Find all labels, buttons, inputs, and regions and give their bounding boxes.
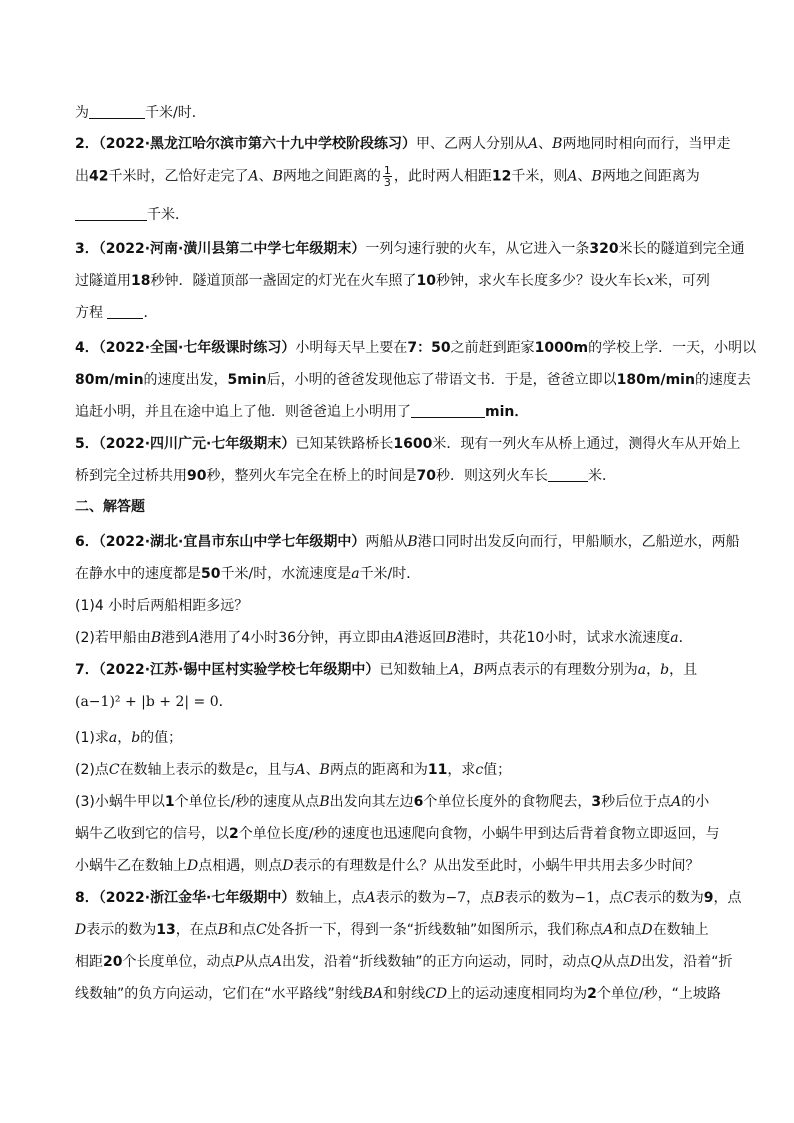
question-7-part-1: (1)求a，b的值；: [75, 730, 183, 746]
question-5-line-1: 5．（2022·四川广元·七年级期末）已知某铁路桥长1600米．现有一列火车从桥上通过，测得火车从开始上: [75, 436, 741, 452]
answer-blank[interactable]: [411, 403, 485, 418]
question-2-line-3: 千米．: [75, 204, 725, 226]
question-4-line-2: 80m/min的速度出发，5min后，小明的爸爸发现他忘了带语文书．于是，爸爸立即以180m/min的速度去: [75, 372, 751, 388]
question-6-line-2: 在静水中的速度都是50千米/时，水流速度是a千米/时．: [75, 566, 421, 582]
question-2-line-1: 2．（2022·黑龙江哈尔滨市第六十九中学校阶段练习）甲、乙两人分别从A、B两地同时相向而行，当甲走: [75, 136, 731, 152]
answer-blank[interactable]: [89, 104, 145, 119]
question-8-line-4: 线数轴”的负方向运动，它们在“水平路线”射线BA和射线CD上的运动速度相同均为2个单位/秒，“上坡路: [75, 986, 721, 1002]
question-3-line-3: 方程 ．: [75, 305, 158, 321]
q1-continuation: 为 千米/时．: [75, 105, 206, 121]
question-4-line-1: 4．（2022·全国·七年级课时练习）小明每天早上要在7：50之前赶到距家1000m的学校上学．一天，小明以: [75, 340, 757, 356]
answer-blank[interactable]: [75, 206, 147, 221]
question-8-line-1: 8．（2022·浙江金华·七年级期中）数轴上，点A表示的数为−7，点B表示的数为−1，点C表示的数为9，点: [75, 890, 742, 906]
answer-blank[interactable]: [548, 467, 588, 482]
question-8-line-2: D表示的数为13，在点B和点C处各折一下，得到一条“折线数轴”如图所示，我们称点A和点D在数轴上: [75, 922, 709, 938]
question-3-line-2: 过隧道用18秒钟．隧道顶部一盏固定的灯光在火车照了10秒钟，求火车长度多少？设火车长x米，可列: [75, 273, 710, 289]
question-6-part-2: (2)若甲船由B港到A港用了4小时36分钟，再立即由A港返回B港时，共花10小时，试求水流速度a．: [75, 630, 693, 646]
question-2-line-2: 出42千米时，乙恰好走完了A、B两地之间距离的 $\frac{1}{3}$ ，此时两人相距12千米，则A、B两地之间距离为: [75, 164, 700, 189]
question-4-line-3: 追赶小明，并且在途中追上了他．则爸爸追上小明用了 min．: [75, 404, 529, 420]
question-8-line-3: 相距20个长度单位，动点P从点A出发，沿着“折线数轴”的正方向运动，同时，动点Q从点D出发，沿着“折: [75, 954, 733, 970]
question-6-line-1: 6．（2022·湖北·宜昌市东山中学七年级期中）两船从B港口同时出发反向而行，甲船顺水，乙船逆水，两船: [75, 534, 740, 550]
question-7-formula: (a−1)² + |b + 2| = 0．: [75, 694, 233, 710]
section-heading: 二、解答题: [75, 499, 145, 515]
question-6-part-1: (1)4 小时后两船相距多远？: [75, 598, 249, 614]
question-5-line-2: 桥到完全过桥共用90秒，整列火车完全在桥上的时间是70秒．则这列火车长 米．: [75, 468, 616, 484]
question-7-part-3-line-3: 小蜗牛乙在数轴上D点相遇，则点D表示的有理数是什么？从出发至此时，小蜗牛甲共用去多少时间？: [75, 858, 700, 874]
question-3-line-1: 3．（2022·河南·潢川县第二中学七年级期末）一列匀速行驶的火车，从它进入一条320米长的隧道到完全通: [75, 241, 745, 257]
question-7-part-3-line-2: 蜗牛乙收到它的信号，以2个单位长度/秒的速度也迅速爬向食物，小蜗牛甲到达后背着食物立即返回，与: [75, 826, 720, 842]
question-7-part-3-line-1: (3)小蜗牛甲以1个单位长/秒的速度从点B出发向其左边6个单位长度外的食物爬去，3秒后位于点A的小: [75, 794, 710, 810]
question-7-part-2: (2)点C在数轴上表示的数是c，且与A、B两点的距离和为11，求c值；: [75, 762, 512, 778]
fraction-one-third: $\frac{1}{3}$: [383, 164, 391, 189]
question-7-line-1: 7．（2022·江苏·锡中匡村实验学校七年级期中）已知数轴上A，B两点表示的有理数分别为a，b，且: [75, 662, 698, 678]
answer-blank[interactable]: [107, 304, 143, 319]
